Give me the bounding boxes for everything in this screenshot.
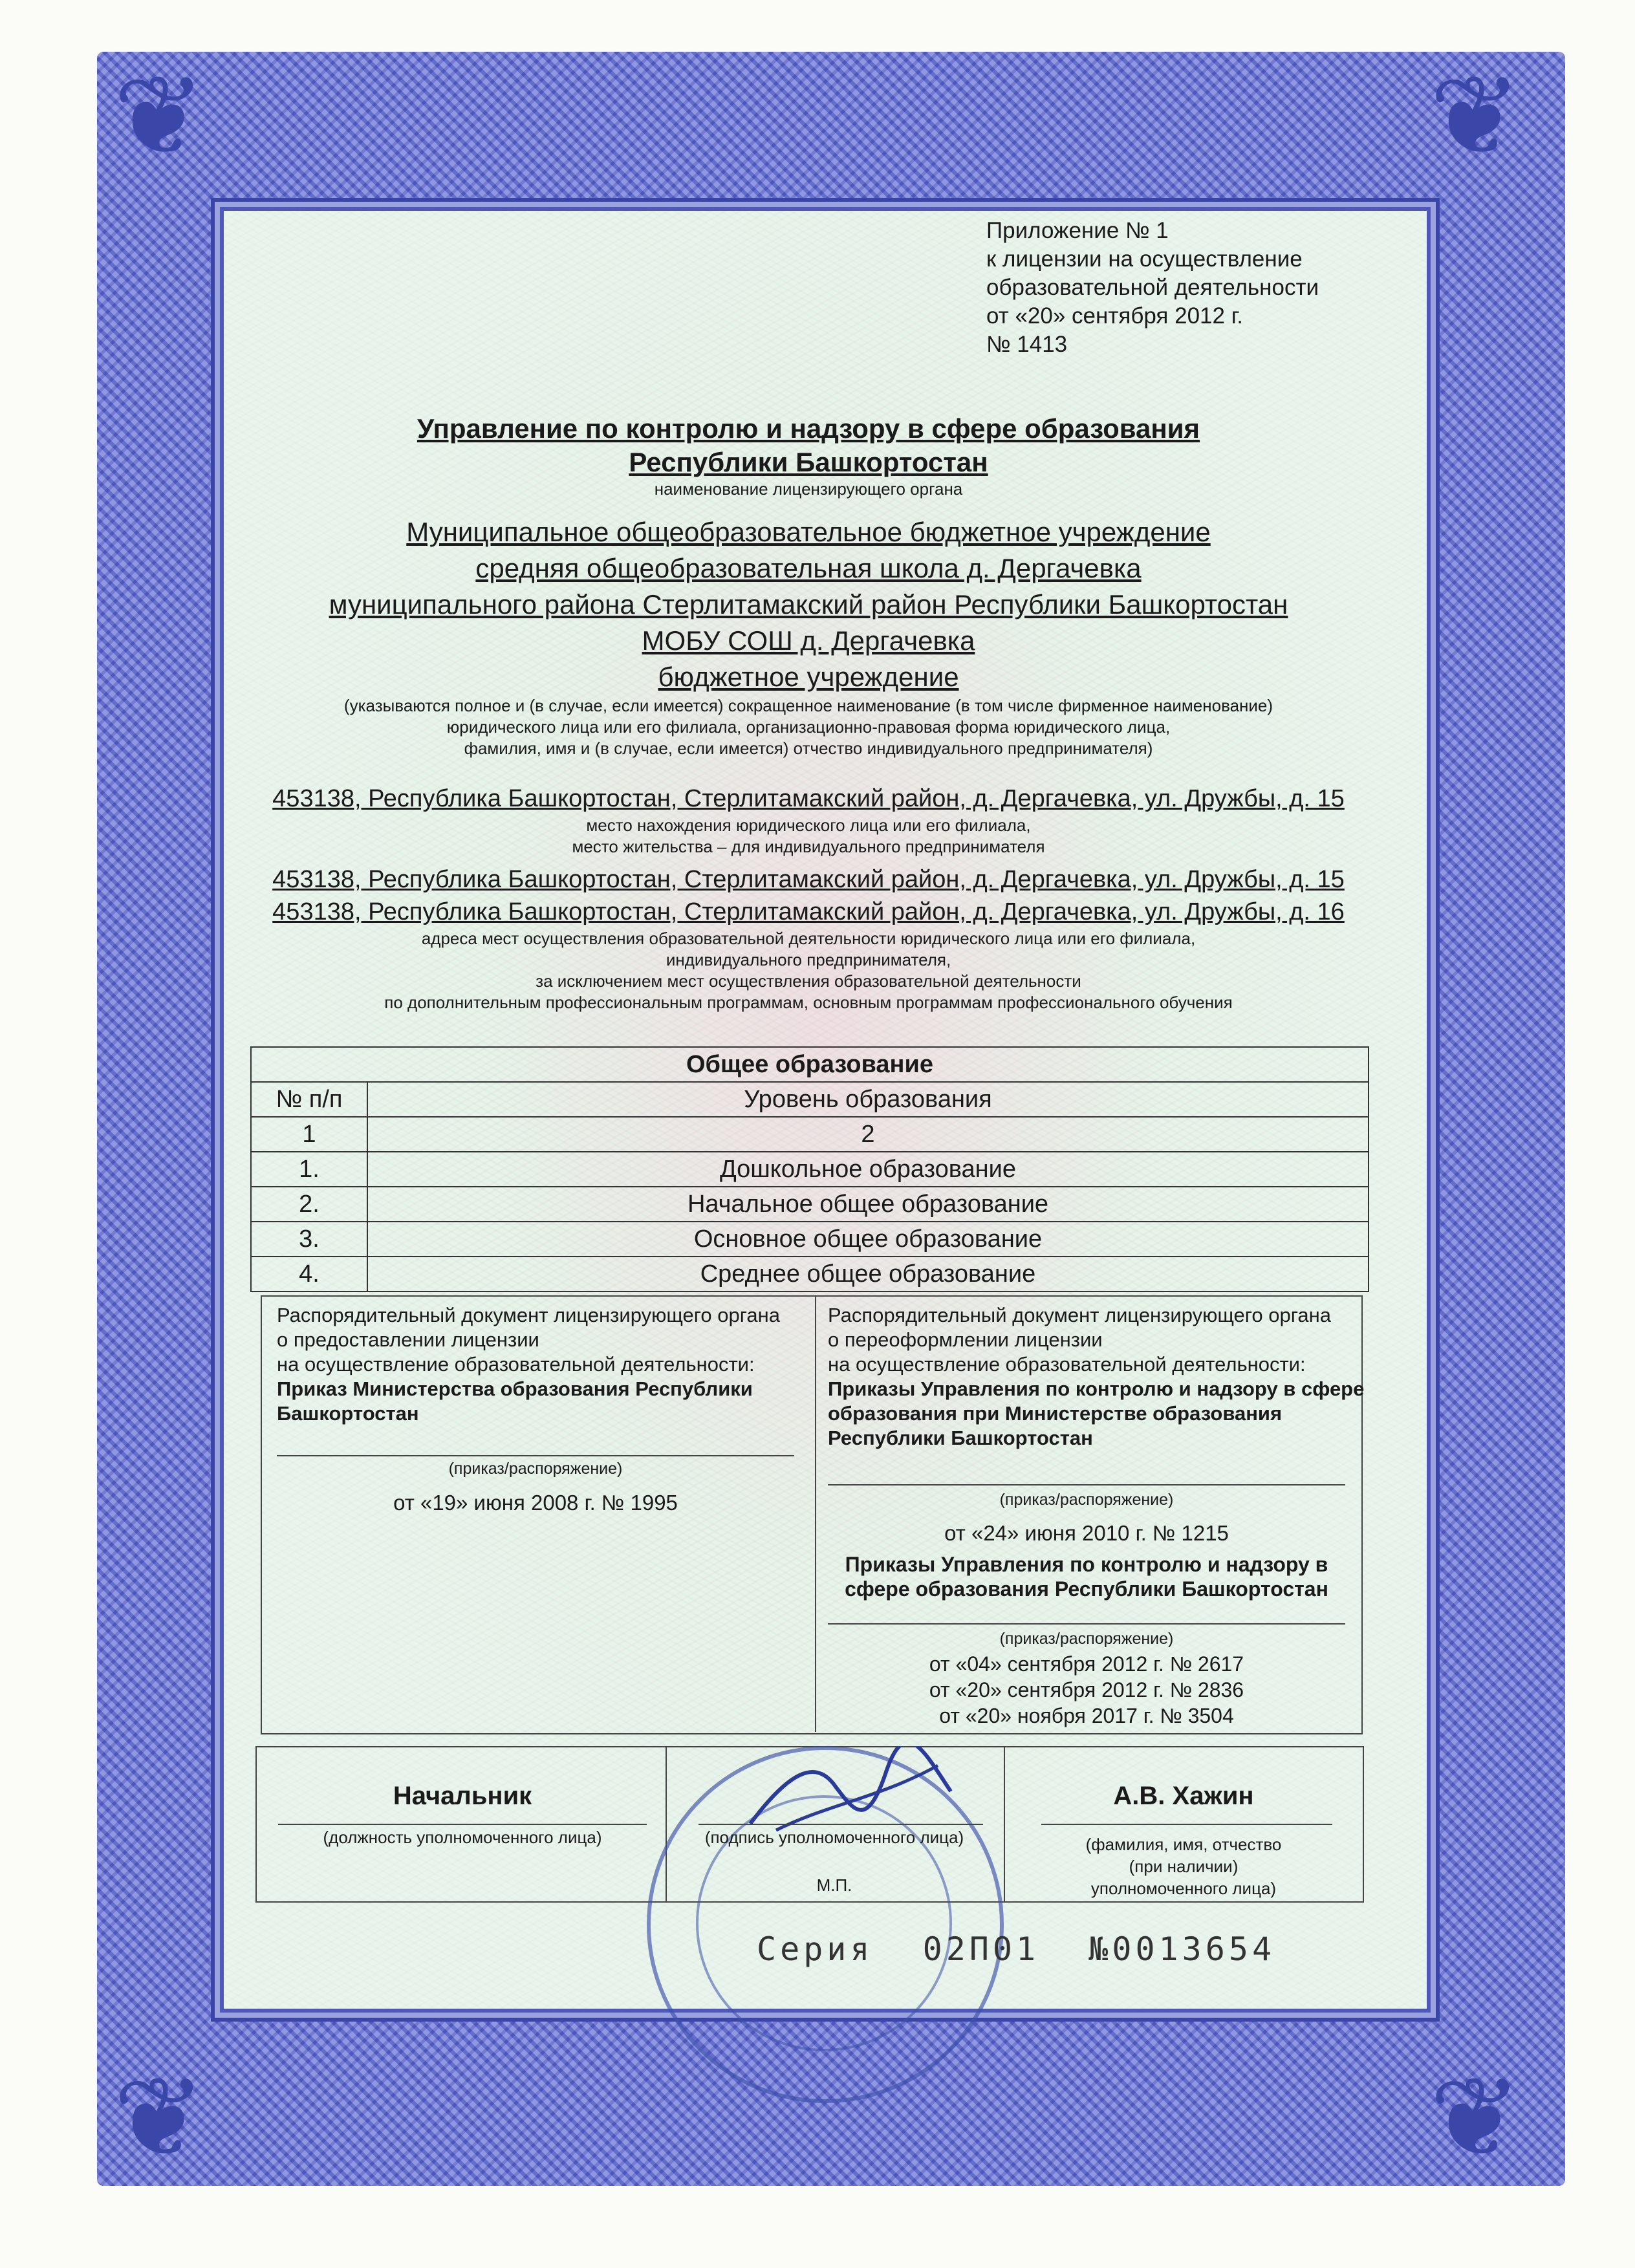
orders-divider	[815, 1295, 816, 1732]
licensee-type: бюджетное учреждение	[658, 662, 959, 692]
series-code: 02П01	[922, 1930, 1040, 1968]
grant-order: Башкортостан	[277, 1402, 419, 1425]
reissue-caption: (приказ/распоряжение)	[999, 1630, 1174, 1648]
reissue-doc-text: на осуществление образовательной деятельности:	[828, 1353, 1306, 1376]
activity-address-caption: по дополнительным профессиональным программам, основным программам профессионального обучения	[384, 993, 1233, 1012]
blank-series-number	[757, 1930, 1275, 1968]
table-cell: 3.	[251, 1222, 367, 1257]
appendix-line: № 1413	[986, 332, 1068, 357]
reissue-caption: (приказ/распоряжение)	[999, 1491, 1174, 1509]
seal-caption: М.П.	[816, 1875, 852, 1895]
appendix-line: от «20» сентября 2012 г.	[986, 303, 1243, 329]
underline	[278, 1824, 647, 1825]
reissue-order-2	[828, 1552, 1345, 1601]
activity-addresses	[259, 863, 1358, 1013]
signatory-name: А.В. Хажин	[1113, 1782, 1254, 1810]
table-cell: Дошкольное образование	[367, 1152, 1369, 1187]
signatory-position: Начальник	[393, 1782, 532, 1810]
table-row	[251, 1187, 1369, 1222]
legal-address	[259, 783, 1358, 858]
reissue-order: сфере образования Республики Башкортостан	[845, 1577, 1328, 1601]
authority-name: Республики Башкортостан	[629, 447, 988, 477]
appendix-line: образовательной деятельности	[986, 275, 1319, 300]
licensee-short-name: МОБУ СОШ д. Дергачевка	[642, 625, 975, 656]
reissue-date: от «24» июня 2010 г. № 1215	[944, 1521, 1229, 1545]
reissue-document	[828, 1303, 1365, 1451]
table-row	[251, 1152, 1369, 1187]
licensee-caption: фамилия, имя и (в случае, если имеется) отчество индивидуального предпринимателя)	[464, 739, 1153, 758]
licensee	[259, 514, 1358, 759]
table-cell: 1.	[251, 1152, 367, 1187]
reissue-order: образования при Министерстве образования	[828, 1402, 1283, 1425]
appendix-header	[986, 217, 1319, 359]
signature-divider	[1004, 1747, 1005, 1901]
grant-caption: (приказ/распоряжение)	[448, 1460, 623, 1478]
grant-order: Приказ Министерства образования Республики	[277, 1377, 753, 1400]
corner-ornament-icon: ❦	[113, 52, 206, 180]
underline	[828, 1484, 1345, 1485]
underline	[698, 1824, 983, 1825]
name-caption	[1009, 1833, 1358, 1899]
reissue-date: от «04» сентября 2012 г. № 2617	[929, 1652, 1244, 1676]
series-label: Серия	[757, 1930, 874, 1968]
name-caption-line: (при наличии)	[1129, 1857, 1239, 1876]
appendix-line: Приложение № 1	[986, 218, 1169, 243]
underline	[828, 1623, 1345, 1625]
position-caption: (должность уполномоченного лица)	[323, 1828, 602, 1847]
column-header: № п/п	[251, 1082, 367, 1117]
table-cell: 2	[367, 1117, 1369, 1152]
licensee-name: муниципального района Стерлитамакский район Республики Башкортостан	[329, 589, 1288, 620]
underline	[1041, 1824, 1332, 1825]
education-levels-table	[250, 1046, 1369, 1292]
table-header-row	[251, 1082, 1369, 1117]
licensee-name: Муниципальное общеобразовательное бюджетное учреждение	[406, 517, 1211, 547]
table-cell: Основное общее образование	[367, 1222, 1369, 1257]
appendix-line: к лицензии на осуществление	[986, 246, 1303, 272]
reissue-doc-text: Распорядительный документ лицензирующего органа	[828, 1304, 1331, 1326]
reissue-doc-text: о переоформлении лицензии	[828, 1328, 1103, 1351]
corner-ornament-icon: ❦	[1429, 2054, 1522, 2182]
legal-address-caption: место нахождения юридического лица или его филиала,	[586, 815, 1031, 835]
table-cell: 4.	[251, 1257, 367, 1291]
legal-address-value: 453138, Республика Башкортостан, Стерлитамакский район, д. Дергачевка, ул. Дружбы, д. 15	[272, 785, 1345, 812]
table-cell: Среднее общее образование	[367, 1257, 1369, 1291]
authority-name: Управление по контролю и надзору в сфере образования	[417, 413, 1200, 444]
series-number: №0013654	[1088, 1930, 1276, 1968]
table-row	[251, 1257, 1369, 1291]
reissue-order: Приказы Управления по контролю и надзору в сфере	[828, 1377, 1365, 1400]
licensee-name: средняя общеобразовательная школа д. Дергачевка	[475, 553, 1142, 583]
table-cell: 2.	[251, 1187, 367, 1222]
authority-caption: наименование лицензирующего органа	[654, 479, 963, 499]
activity-address: 453138, Республика Башкортостан, Стерлитамакский район, д. Дергачевка, ул. Дружбы, д. 15	[272, 866, 1345, 893]
licensing-authority	[259, 411, 1358, 500]
activity-address-caption: за исключением мест осуществления образовательной деятельности	[536, 971, 1081, 991]
legal-address-caption: место жительства – для индивидуального предпринимателя	[572, 837, 1045, 856]
grant-doc-text: Распорядительный документ лицензирующего органа	[277, 1304, 780, 1326]
reissue-date: от «20» сентября 2012 г. № 2836	[929, 1678, 1244, 1701]
corner-ornament-icon: ❦	[1429, 52, 1522, 180]
grant-document	[277, 1303, 801, 1426]
licensee-caption: (указываются полное и (в случае, если имеется) сокращенное наименование (в том числе фирменное наименование)	[343, 696, 1273, 715]
corner-ornament-icon: ❦	[113, 2054, 206, 2182]
table-index-row	[251, 1117, 1369, 1152]
table-cell: Начальное общее образование	[367, 1187, 1369, 1222]
table-cell: 1	[251, 1117, 367, 1152]
table-title-row	[251, 1047, 1369, 1082]
reissue-order: Республики Башкортостан	[828, 1427, 1093, 1449]
activity-address-caption: индивидуального предпринимателя,	[666, 950, 951, 969]
reissue-order: Приказы Управления по контролю и надзору в	[845, 1553, 1328, 1576]
name-caption-line: (фамилия, имя, отчество	[1085, 1835, 1282, 1854]
activity-address-caption: адреса мест осуществления образовательной деятельности юридического лица или его филиала,	[421, 929, 1196, 948]
reissue-dates	[828, 1651, 1345, 1729]
grant-date: от «19» июня 2008 г. № 1995	[393, 1491, 678, 1515]
licensee-caption: юридического лица или его филиала, организационно-правовая форма юридического лица,	[446, 717, 1171, 737]
activity-address: 453138, Республика Башкортостан, Стерлитамакский район, д. Дергачевка, ул. Дружбы, д. 16	[272, 898, 1345, 925]
column-header: Уровень образования	[367, 1082, 1369, 1117]
table-row	[251, 1222, 1369, 1257]
reissue-date: от «20» ноября 2017 г. № 3504	[939, 1704, 1234, 1727]
grant-doc-text: на осуществление образовательной деятельности:	[277, 1353, 755, 1376]
signature-caption: (подпись уполномоченного лица)	[704, 1828, 964, 1847]
table-title: Общее образование	[251, 1047, 1369, 1082]
name-caption-line: уполномоченного лица)	[1090, 1879, 1277, 1898]
grant-doc-text: о предоставлении лицензии	[277, 1328, 539, 1351]
